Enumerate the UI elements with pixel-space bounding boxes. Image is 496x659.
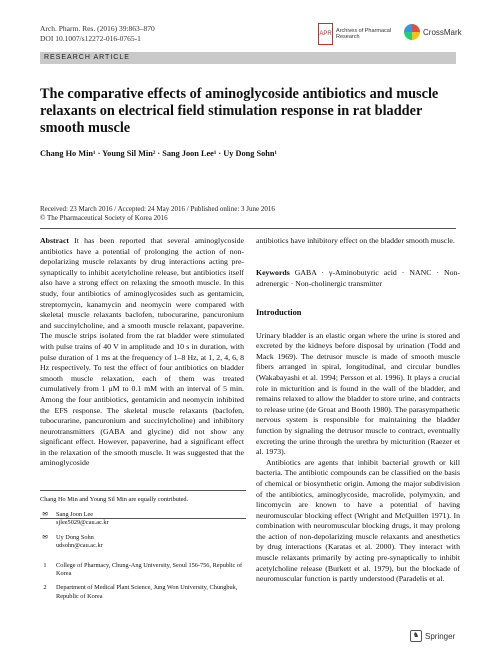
dates-line: Received: 23 March 2016 / Accepted: 24 May 2016 / Published online: 3 June 2016	[40, 205, 275, 213]
publication-dates	[40, 205, 275, 223]
corresponding-name: Uy Dong Sohn	[56, 533, 94, 541]
affiliation-text: College of Pharmacy, Chung-Ang University, Seoul 156-756, Republic of Korea	[56, 562, 243, 578]
footnote-divider-2	[40, 518, 246, 519]
affiliation-1	[40, 562, 244, 578]
corresponding-email[interactable]: sjlee5029@cau.ac.kr	[56, 519, 109, 527]
keywords	[256, 268, 460, 289]
affiliation-text: Department of Medical Plant Science, Jung Won University, Chungbuk, Republic of Korea	[56, 584, 238, 600]
footnotes	[40, 496, 244, 601]
journal-citation	[40, 24, 155, 44]
corresponding-author-2	[40, 534, 244, 550]
journal-logo[interactable]	[318, 22, 394, 46]
affiliation-number: 2	[43, 584, 47, 592]
publisher-logo	[410, 630, 455, 642]
crossmark-label: CrossMark	[423, 27, 462, 37]
crossmark-icon	[404, 24, 420, 40]
abstract-continued: antibiotics have inhibitory effect on the bladder smooth muscle.	[256, 236, 455, 245]
springer-horse-icon: ♞	[410, 630, 422, 642]
footnote-divider	[40, 490, 246, 491]
abstract-body: It has been reported that several aminoglycoside antibiotics have a potential of prolonging the action of non-depolarizing muscle relaxants by drug interactions acting pre-synaptically to inhibit acetylcholine release, but antibiotics itself also have a strong effect on relaxing the smooth muscle. In this study, four antibiotics of aminoglycosides such as gentamicin, streptomycin, kanamycin and neomycin were compared with skeletal muscle relaxants baclofen, tubocurarine, pancuronium and succinylcholine, and a smooth muscle relaxant, papaverine. The muscle strips isolated from the rat bladder were stimulated with pulse trains of 40 V in amplitude and 10 s in duration, with pulse duration of 1 ms at the frequency of 1–8 Hz, at 1, 2, 4, 6, 8 Hz respectively. To test the effect of four antibiotics on bladder smooth muscle relaxation, each of them was treated cumulatively from 1 μM to 0.1 mM with an interval of 5 min. Among the four antibiotics, gentamicin and neomycin inhibited the EFS response. The skeletal muscle relaxants (baclofen, tubocurarine, pancuronium and succinylcholine) and inhibitory neurotransmitters (GABA and glycine) did not show any significant effect. However, papaverine, had a significant effect in the relaxation of the smooth muscle. It was suggested that the aminoglycoside	[40, 236, 245, 468]
corresponding-author-1	[40, 511, 244, 527]
corresponding-name: Sang Joon Lee	[56, 511, 94, 519]
article-title: The comparative effects of aminoglycoside antibiotics and muscle relaxants on electrical field stimulation response in rat bladder smooth muscle	[40, 86, 439, 136]
corresponding-email[interactable]: udsohn@cau.ac.kr	[56, 541, 103, 549]
affiliation-number: 1	[43, 562, 47, 570]
abstract-heading: Abstract	[40, 236, 70, 245]
affiliation-2	[40, 584, 244, 600]
introduction-paragraph-1: Urinary bladder is an elastic organ where the urine is stored and excreted by the kidneys before disposal by urination (Todd and Mack 1969). The detrusor muscle is made of smooth muscle fibers arranged in spiral, longitudinal, and circular bundles (Wakabayashi et al. 1994; Persson et al. 1996). It plays a crucial role in micturition and is found in the wall of the bladder, and remains relaxed to allow the bladder to store urine, and contracts to release urine (de Groat and Booth 1980). The parasympathetic nervous system is responsible for maintaining the bladder function by signaling the detrusor muscle to contract, eventually excreting the urine through the urethra by micturition (Raezer et al. 1973).	[256, 330, 460, 457]
publisher-name: Springer	[425, 631, 456, 641]
introduction	[256, 308, 460, 585]
introduction-paragraph-2: Antibiotics are agents that inhibit bacterial growth or kill bacteria. The antibiotic compounds can be classified on the basis of chemical or biosynthetic origin. Among the major subdivision of the antibiotics, aminoglycoside, macrolide, polymyxin, and lincomycin are known to have a potential of having neuromuscular blocking effect (Wright and McQuillen 1971). In combination with neuromuscular blocking drugs, it may prolong the action of non-depolarizing muscle relaxants and anesthetics by drug interactions (Karatas et al. 2000). They interact with muscle relaxants primarily by acting pre-synaptically to inhibit acetylcholine release (Burkett et al. 1979), but the blockade of neuromuscular function is partly understood (Paradelis et al.	[256, 457, 460, 584]
keywords-body: GABA · γ-Aminobutyric acid · NANC · Non-adrenergic · Non-cholinergic transmitter	[256, 268, 460, 288]
envelope-icon: ✉	[42, 511, 48, 519]
section-label: RESEARCH ARTICLE	[40, 52, 456, 64]
keywords-heading: Keywords	[256, 268, 290, 277]
journal-logo-text: Archives of Pharmacal Research	[336, 27, 392, 40]
abstract	[40, 236, 244, 469]
journal-line: Arch. Pharm. Res. (2016) 39:863–870	[40, 24, 155, 33]
crossmark-badge[interactable]	[404, 24, 462, 40]
author-list[interactable]: Chang Ho Min¹ · Young Sil Min² · Sang Joon Lee¹ · Uy Dong Sohn¹	[40, 149, 277, 158]
copyright-line: © The Pharmaceutical Society of Korea 2016	[40, 214, 168, 222]
envelope-icon: ✉	[42, 533, 48, 541]
divider	[40, 228, 456, 229]
journal-logo-icon: APR	[318, 23, 333, 45]
introduction-heading: Introduction	[256, 308, 302, 317]
equal-contribution-note: Chang Ho Min and Young Sil Min are equally contributed.	[40, 496, 189, 503]
doi-line[interactable]: DOI 10.1007/s12272-016-0765-1	[40, 34, 141, 43]
